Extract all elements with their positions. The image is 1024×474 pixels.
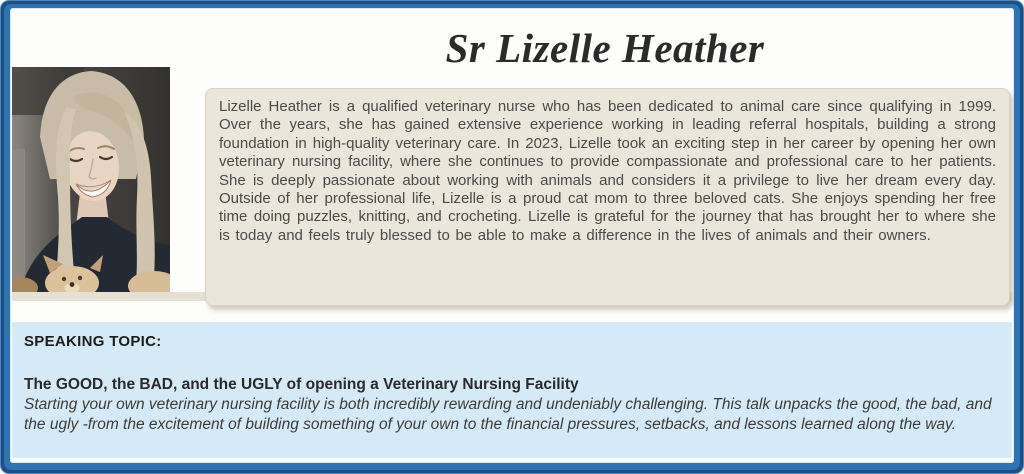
bio-text: Lizelle Heather is a qualified veterinary nurse who has been dedicated to animal care since qualifying in 1999. Over the years, she has gained extensive experience working in leading referral hospitals, building a strong foundation in high-quality veterinary care. In 2023, Lizelle took an exciting step in her career by opening her own veterinary nursing facility, where she continues to provide compassionate and professional care to her patients. She is deeply passionate about working with animals and considers it a privilege to live her dream every day. Outside of her professional life, Lizelle is a proud cat mom to three beloved cats. She enjoys spending her free time doing puzzles, knitting, and crocheting. Lizelle is grateful for the journey that has brought her to where she is today and feels truly blessed to be able to make a difference in the lives of animals and their owners. [219,98,996,244]
page-title: Sr Lizelle Heather [445,25,765,71]
portrait-illustration [12,67,170,292]
portrait-photo [12,67,170,292]
talk-description: Starting your own veterinary nursing facility is both incredibly rewarding and undeniably challenging. This talk unpacks the good, the bad, and the ugly -from the excitement of building something of your own to the financial pressures, setbacks, and lessons learned along the way. [24,396,992,433]
talk-title: The GOOD, the BAD, and the UGLY of opening a Veterinary Nursing Facility [24,376,579,393]
speaking-topic-section [12,322,1012,458]
speaker-profile-card [10,8,1014,463]
speaking-topic-heading: SPEAKING TOPIC: [24,333,162,350]
bio-box [205,88,1010,306]
